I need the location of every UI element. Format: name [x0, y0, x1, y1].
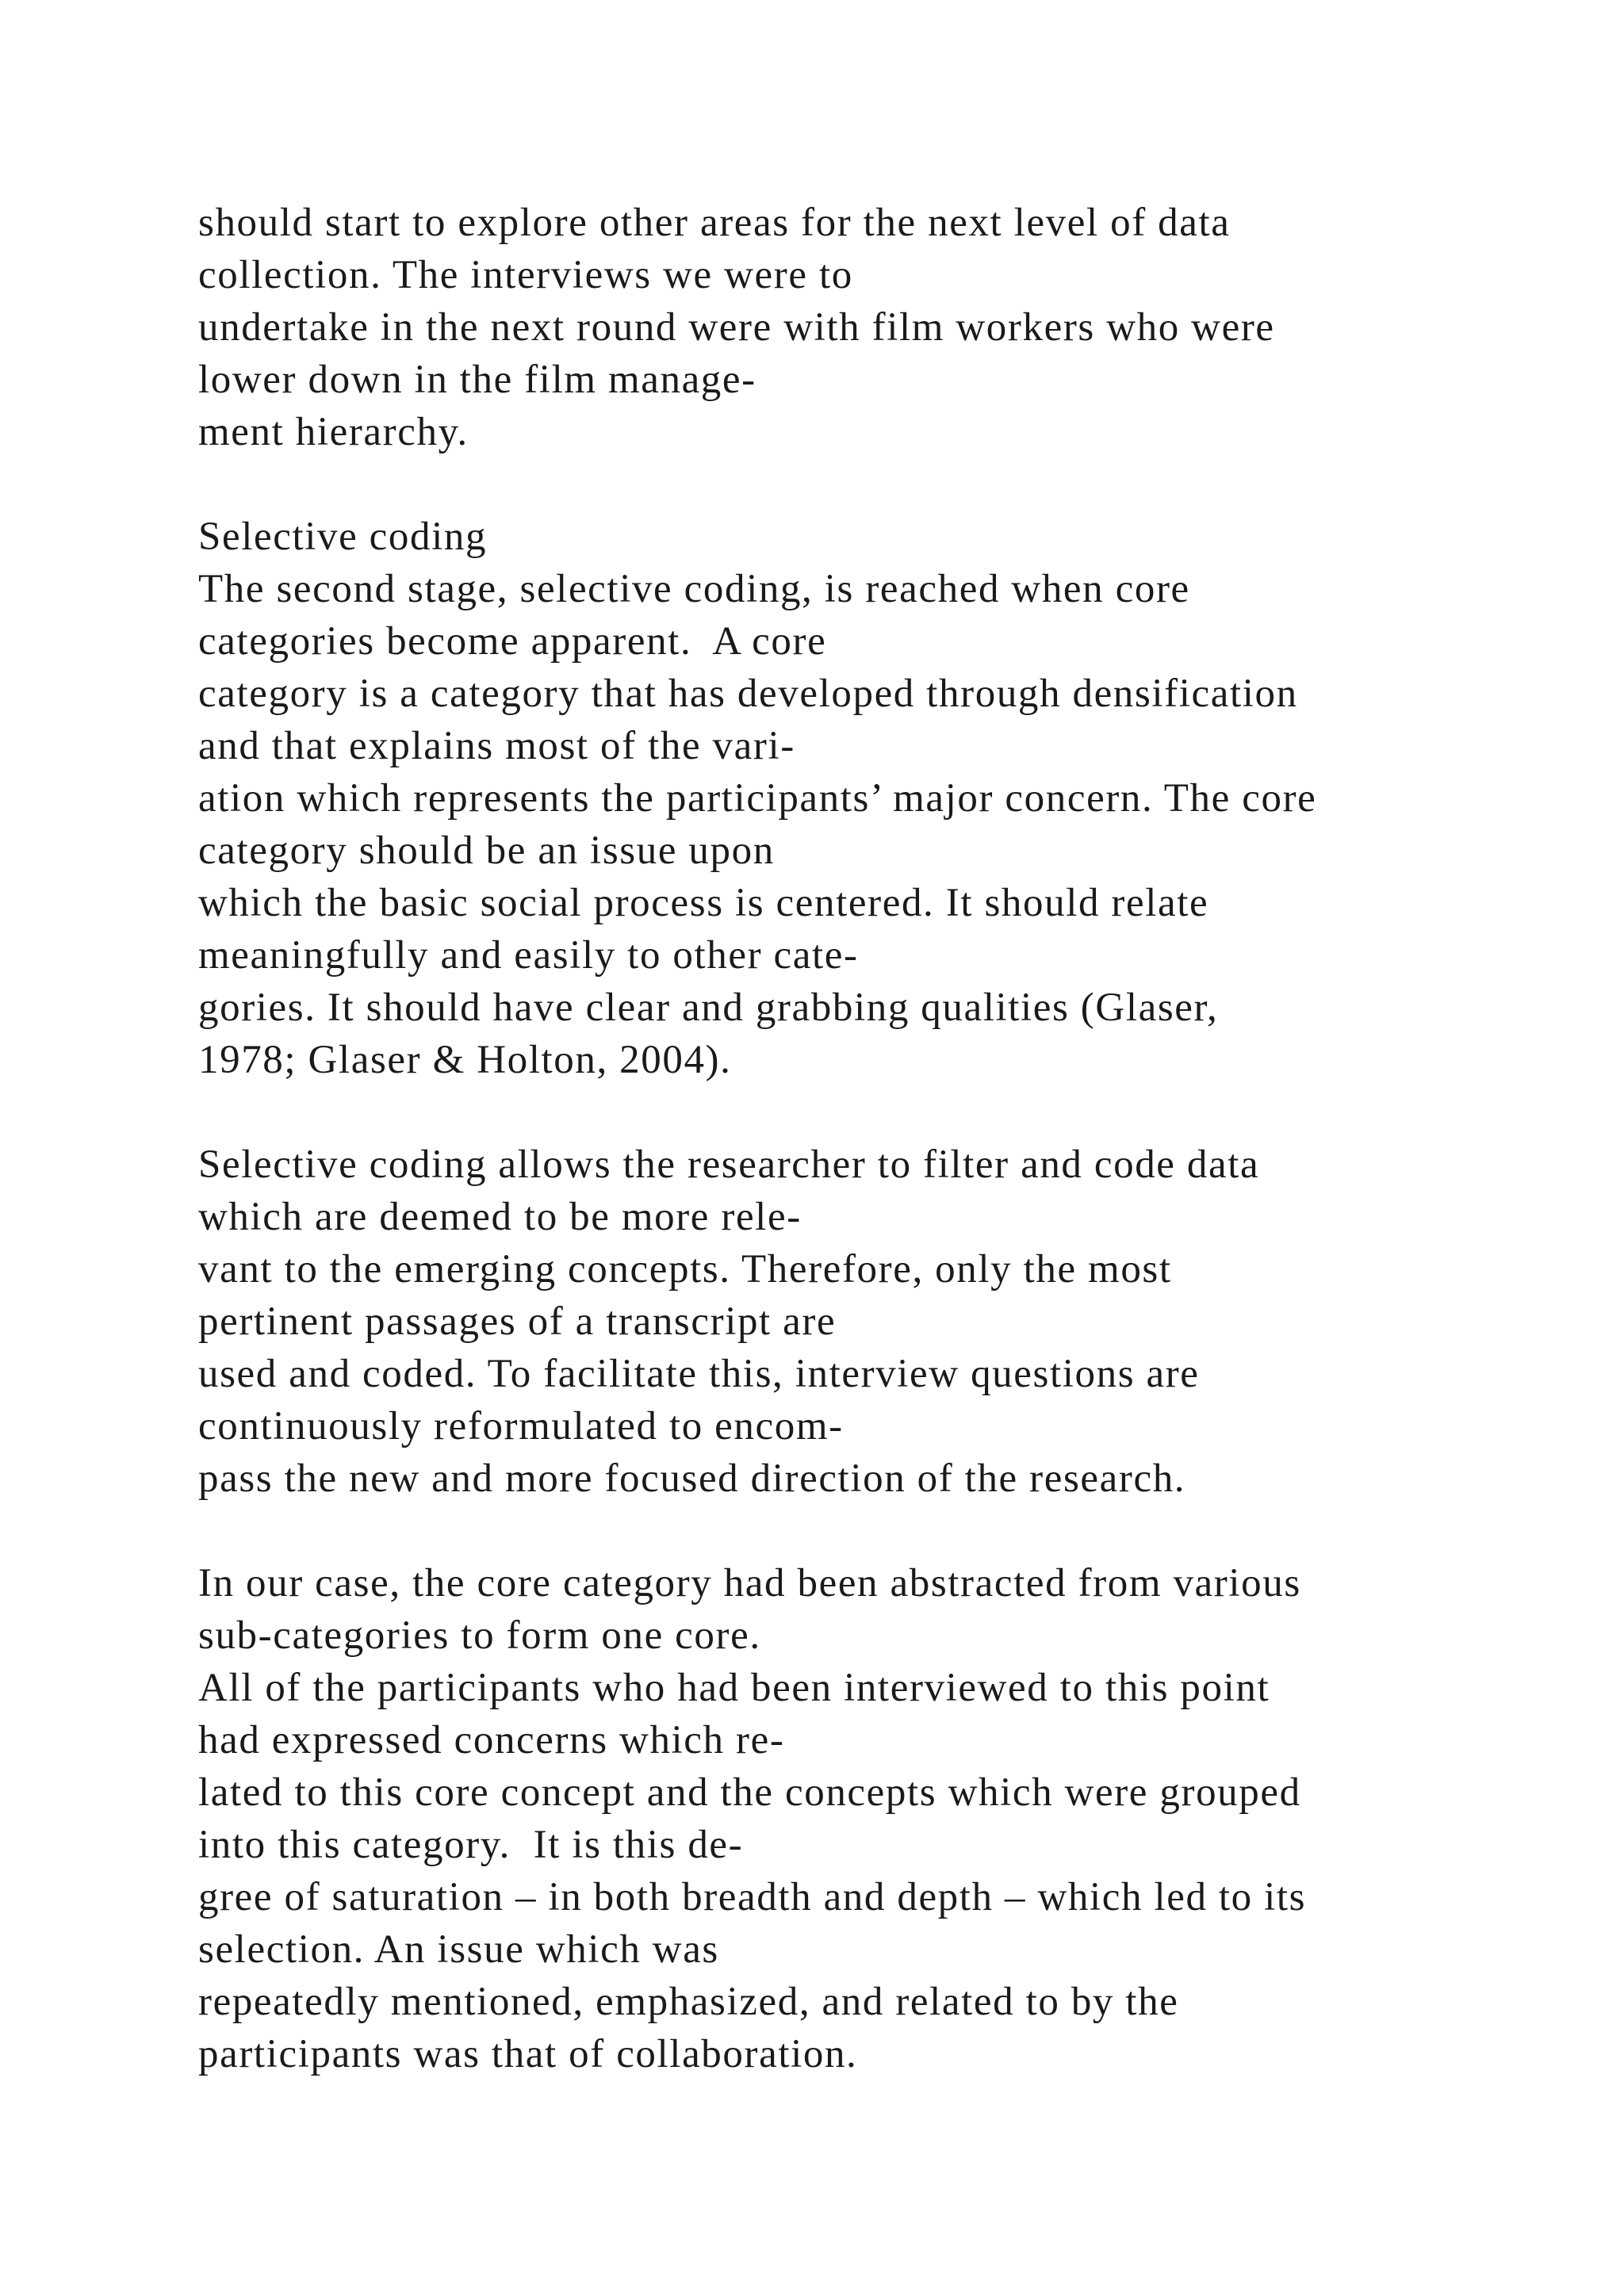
text-line: gories. It should have clear and grabbing qualities (Glaser,: [198, 985, 1219, 1030]
paragraph-gap: [198, 1086, 1610, 1138]
text-line: category should be an issue upon: [198, 828, 775, 873]
text-line: which are deemed to be more rele-: [198, 1195, 802, 1239]
text-line: gree of saturation – in both breadth and depth – which led to its: [198, 1875, 1307, 1919]
paragraph-gap: [198, 458, 1610, 511]
text-line: pass the new and more focused direction of the research.: [198, 1456, 1186, 1501]
text-line: pertinent passages of a transcript are: [198, 1299, 837, 1344]
text-line: The second stage, selective coding, is reached when core: [198, 567, 1190, 611]
text-line: lated to this core concept and the concepts which were grouped: [198, 1770, 1301, 1815]
text-line: ment hierarchy.: [198, 410, 469, 454]
text-line: category is a category that has developed through densification: [198, 672, 1298, 716]
text-line: All of the participants who had been interviewed to this point: [198, 1666, 1270, 1710]
text-line: lower down in the film manage-: [198, 358, 756, 402]
text-line: ation which represents the participants’ major concern. The core: [198, 776, 1317, 821]
text-line: participants was that of collaboration.: [198, 2032, 858, 2076]
section-heading: Selective coding: [198, 515, 488, 559]
text-line: sub-categories to form one core.: [198, 1613, 761, 1658]
text-line: had expressed concerns which re-: [198, 1718, 785, 1762]
text-line: into this category. It is this de-: [198, 1823, 744, 1867]
text-line: should start to explore other areas for the next level of data: [198, 201, 1231, 245]
text-line: undertake in the next round were with film workers who were: [198, 305, 1275, 350]
text-line: repeatedly mentioned, emphasized, and related to by the: [198, 1980, 1179, 2024]
paragraph-gap: [198, 1505, 1610, 1557]
text-line: categories become apparent. A core: [198, 619, 827, 664]
text-line: 1978; Glaser & Holton, 2004).: [198, 1038, 732, 1082]
text-line: used and coded. To facilitate this, interview questions are: [198, 1352, 1200, 1396]
text-line: vant to the emerging concepts. Therefore, only the most: [198, 1247, 1172, 1292]
text-line: which the basic social process is centered. It should relate: [198, 881, 1209, 925]
text-line: selection. An issue which was: [198, 1927, 719, 1972]
text-line: meaningfully and easily to other cate-: [198, 933, 859, 978]
text-line: In our case, the core category had been abstracted from various: [198, 1561, 1301, 1605]
text-line: and that explains most of the vari-: [198, 724, 795, 768]
text-line: Selective coding allows the researcher to filter and code data: [198, 1142, 1260, 1187]
text-line: collection. The interviews we were to: [198, 253, 853, 297]
text-line: continuously reformulated to encom-: [198, 1404, 844, 1448]
document-page: [198, 197, 1610, 2080]
